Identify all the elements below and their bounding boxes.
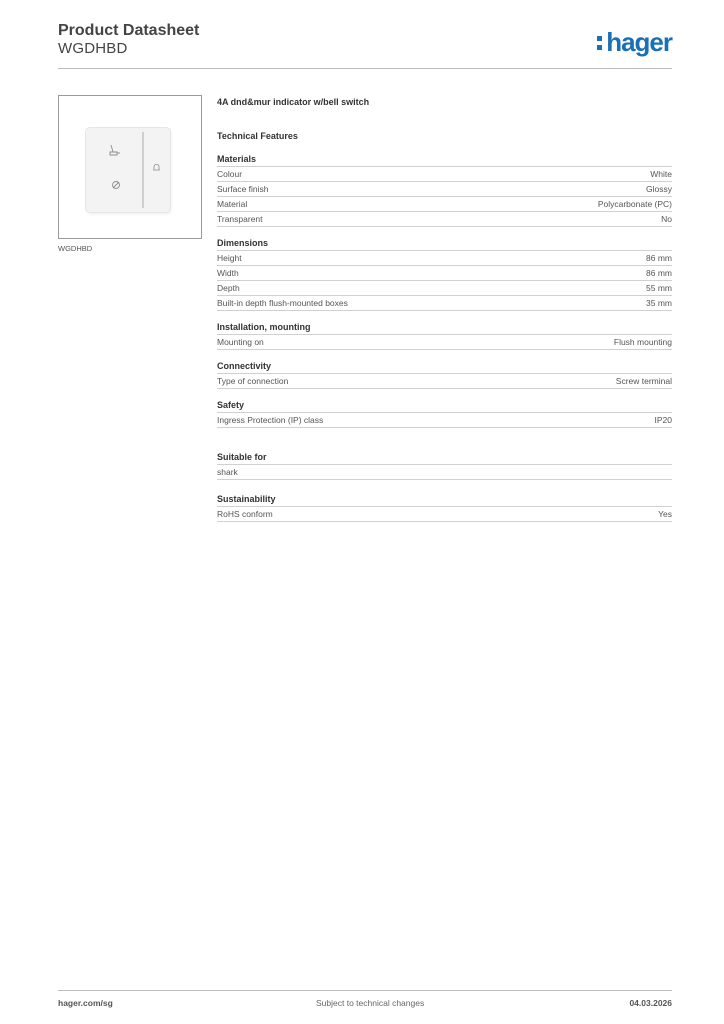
footer-divider <box>58 990 672 991</box>
row-label: RoHS conform <box>217 509 273 519</box>
hager-logo <box>597 28 672 56</box>
do-not-disturb-icon <box>111 180 121 192</box>
row-label: Surface finish <box>217 184 269 194</box>
row-value: White <box>650 169 672 179</box>
section-installation <box>217 320 672 350</box>
row-label: Built-in depth flush-mounted boxes <box>217 298 348 308</box>
product-name: 4A dnd&mur indicator w/bell switch <box>217 97 370 107</box>
product-image <box>58 95 202 239</box>
row-value: No <box>661 214 672 224</box>
row-label: Colour <box>217 169 243 179</box>
table-row <box>217 296 672 311</box>
rocker-divider <box>142 132 144 208</box>
page-header <box>58 22 672 70</box>
table-row <box>217 507 672 522</box>
table-row <box>217 465 672 480</box>
table-row <box>217 212 672 227</box>
technical-features-title: Technical Features <box>217 131 298 141</box>
table-row <box>217 413 672 428</box>
table-row <box>217 167 672 182</box>
header-divider <box>58 68 672 69</box>
row-label: Mounting on <box>217 337 264 347</box>
row-value: 86 mm <box>646 268 672 278</box>
section-connectivity <box>217 359 672 389</box>
row-value: 86 mm <box>646 253 672 263</box>
section-suitable-for <box>217 450 672 480</box>
switch-plate <box>86 128 170 212</box>
row-value: Polycarbonate (PC) <box>597 199 672 209</box>
table-row <box>217 197 672 212</box>
logo-text: hager <box>606 26 672 57</box>
footer-date: 04.03.2026 <box>629 998 672 1008</box>
table-row <box>217 374 672 389</box>
row-value: Glossy <box>646 184 672 194</box>
row-label: Material <box>217 199 248 209</box>
row-label: Ingress Protection (IP) class <box>217 415 324 425</box>
footer-website: hager.com/sg <box>58 998 113 1008</box>
row-value: Yes <box>658 509 672 519</box>
row-value: IP20 <box>654 415 672 425</box>
section-title: Connectivity <box>217 359 672 374</box>
bell-icon <box>152 163 161 174</box>
row-label: shark <box>217 467 238 477</box>
section-sustainability <box>217 492 672 522</box>
section-title: Materials <box>217 152 672 167</box>
document-title: Product Datasheet <box>58 22 200 39</box>
table-row <box>217 335 672 350</box>
specifications <box>217 95 672 522</box>
product-code: WGDHBD <box>58 40 128 57</box>
row-value: 35 mm <box>646 298 672 308</box>
section-title: Suitable for <box>217 450 672 465</box>
section-title: Dimensions <box>217 236 672 251</box>
footer-notice: Subject to technical changes <box>316 998 425 1008</box>
section-title: Safety <box>217 398 672 413</box>
table-row <box>217 251 672 266</box>
row-label: Height <box>217 253 242 263</box>
row-value: 55 mm <box>646 283 672 293</box>
row-value: Screw terminal <box>615 376 672 386</box>
section-safety <box>217 398 672 428</box>
row-label: Depth <box>217 283 240 293</box>
table-row <box>217 266 672 281</box>
row-label: Type of connection <box>217 376 289 386</box>
section-title: Sustainability <box>217 492 672 507</box>
section-materials <box>217 152 672 227</box>
logo-colon-icon <box>597 32 604 52</box>
section-dimensions <box>217 236 672 311</box>
image-caption: WGDHBD <box>58 244 93 253</box>
row-value: Flush mounting <box>613 337 672 347</box>
row-label: Transparent <box>217 214 263 224</box>
section-title: Installation, mounting <box>217 320 672 335</box>
broom-icon <box>108 144 122 158</box>
row-label: Width <box>217 268 239 278</box>
table-row <box>217 281 672 296</box>
table-row <box>217 182 672 197</box>
